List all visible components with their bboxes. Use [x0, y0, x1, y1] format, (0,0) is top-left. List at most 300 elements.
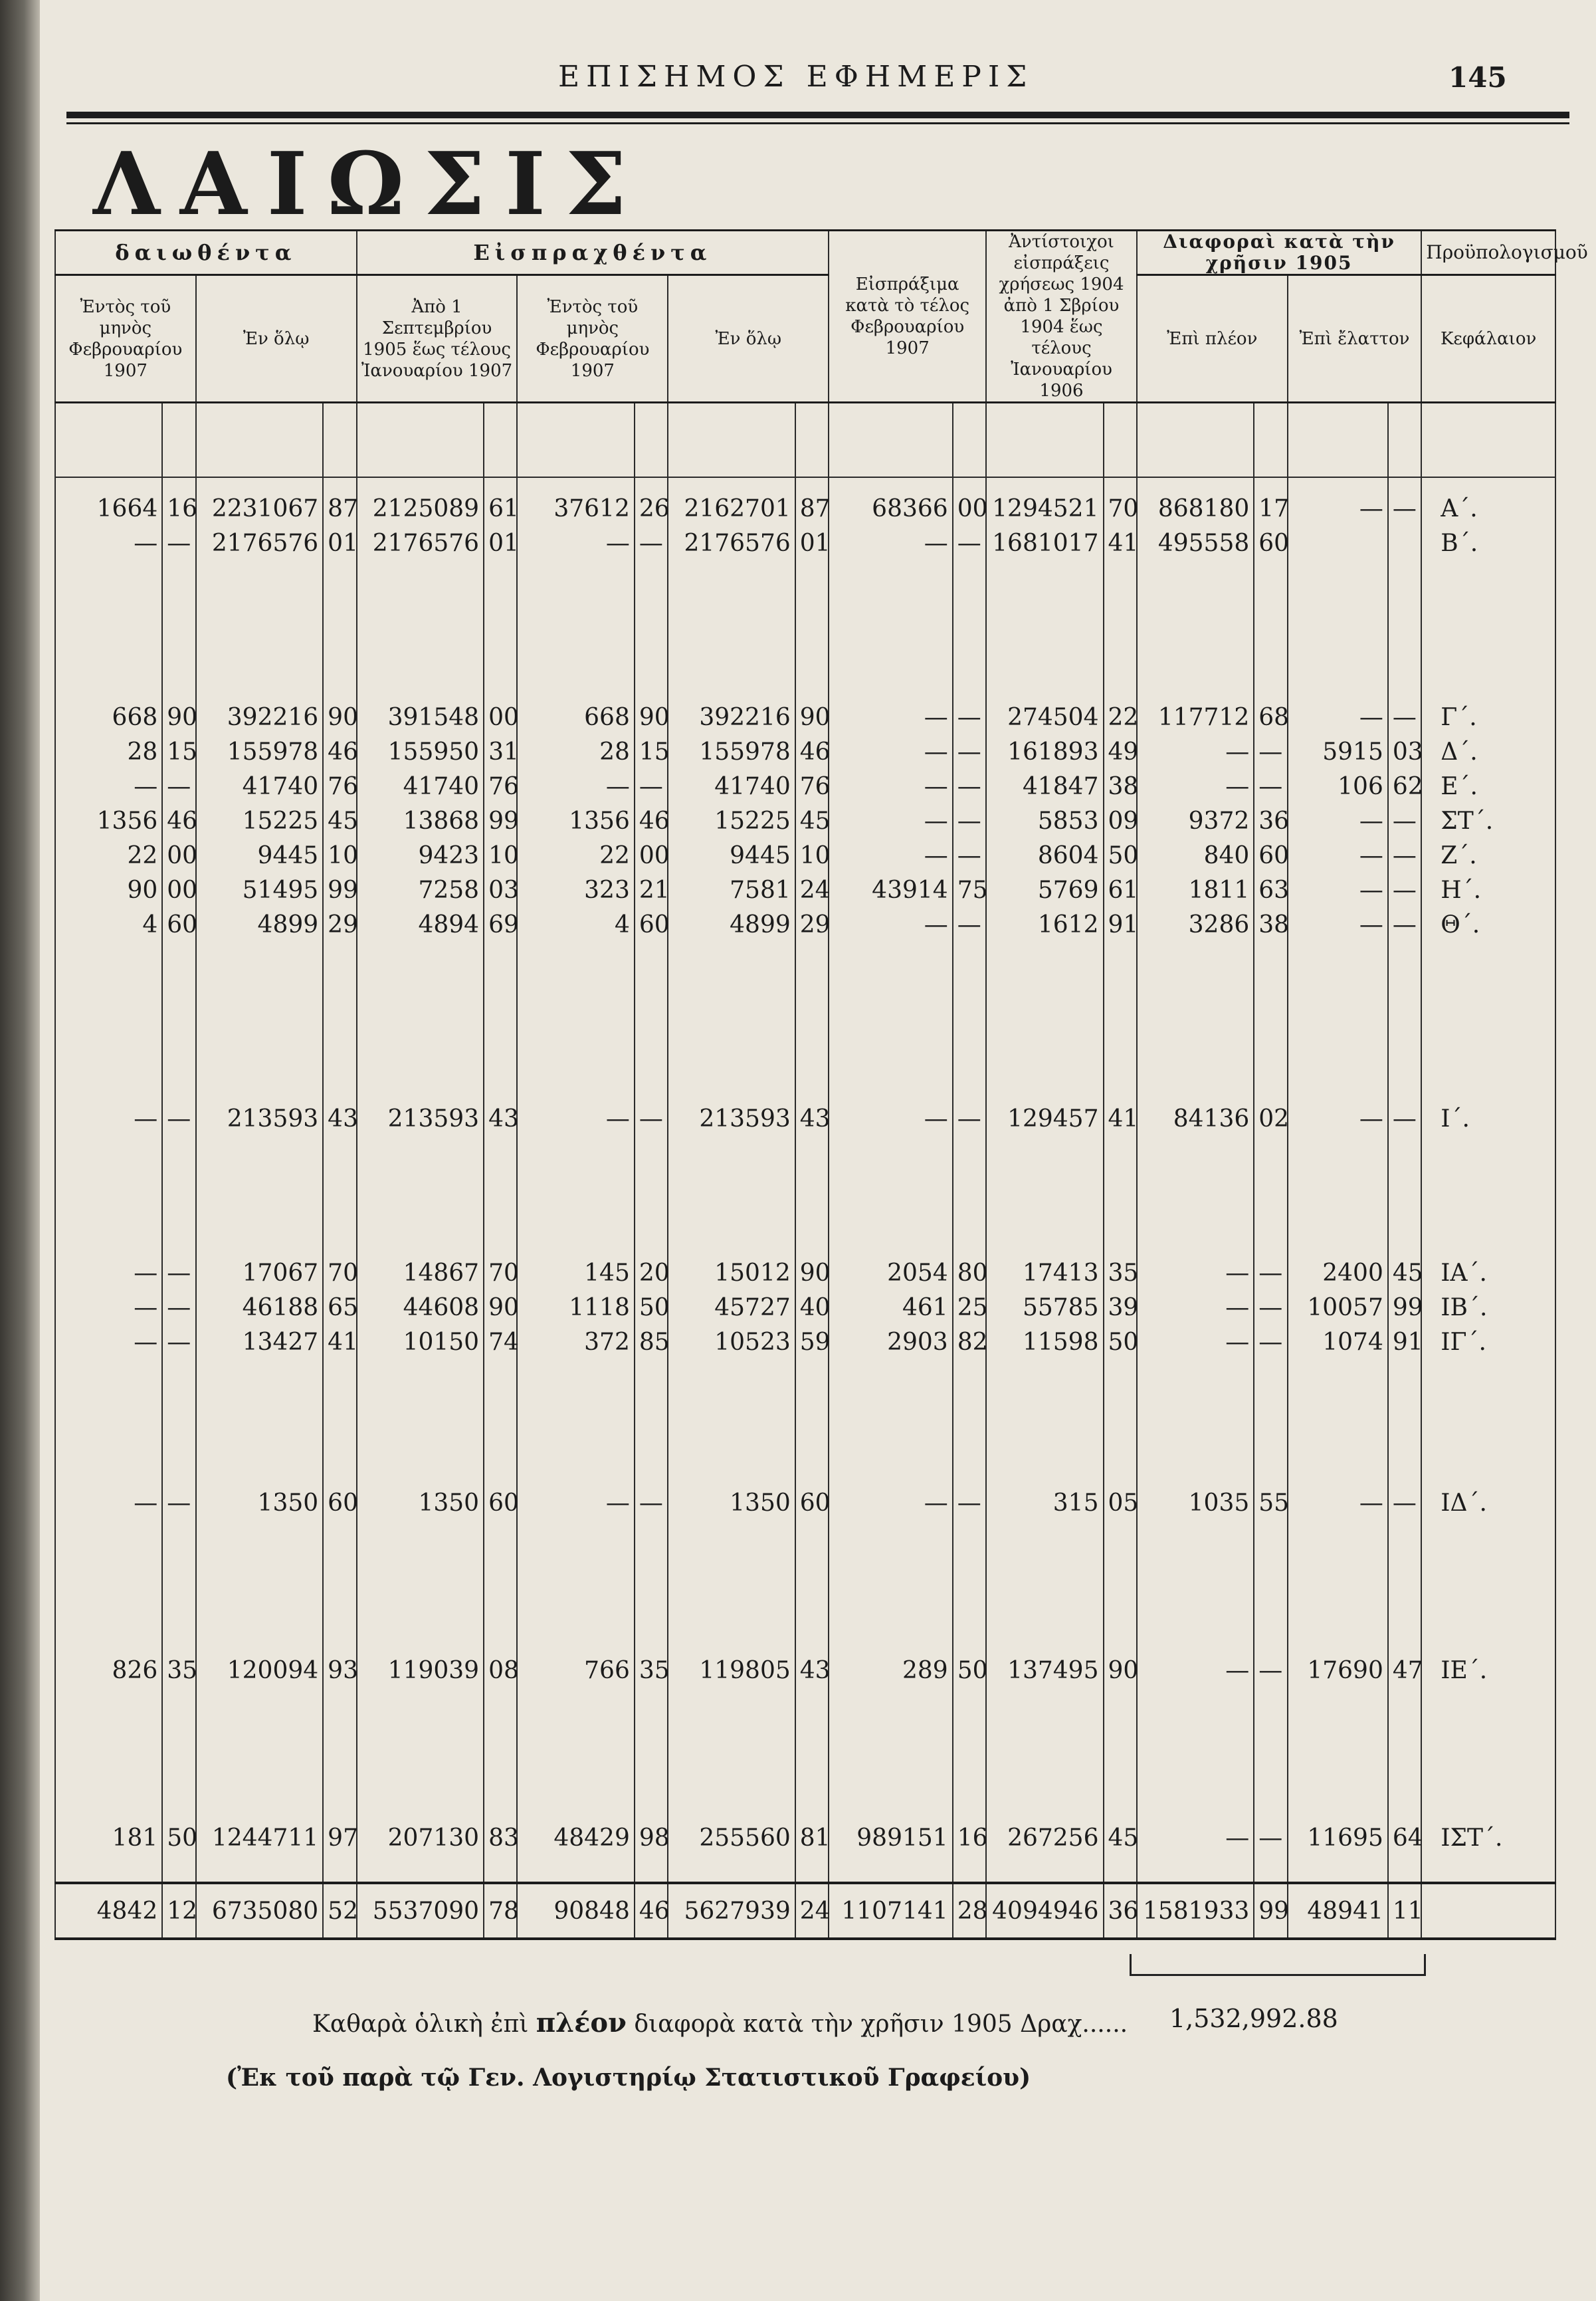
table-row — [55, 491, 1555, 526]
cell-amount: 213593 — [196, 1101, 324, 1136]
cell-decimal: — — [635, 1485, 668, 1520]
cell-decimal: 31 — [484, 734, 517, 769]
cell-decimal: 45 — [1104, 1820, 1137, 1855]
cell-decimal: — — [162, 1485, 195, 1520]
cell-amount: 15225 — [196, 804, 324, 838]
cell-decimal: — — [953, 734, 986, 769]
cell-amount: 10150 — [357, 1325, 484, 1359]
total-amount: 4094946 — [986, 1883, 1103, 1939]
cell-decimal: 80 — [953, 1256, 986, 1290]
cell-decimal: — — [1388, 804, 1421, 838]
cell-amount: 1664 — [55, 491, 162, 526]
cell-decimal: — — [635, 1101, 668, 1136]
cell-decimal: 38 — [1104, 769, 1137, 804]
cell-decimal: 90 — [635, 700, 668, 734]
cell-chapter: Γ΄. — [1421, 700, 1555, 734]
cell-amount: 1074 — [1288, 1325, 1388, 1359]
cell-amount: 28 — [55, 734, 162, 769]
cell-amount: — — [1288, 804, 1388, 838]
cell-amount: 13427 — [196, 1325, 324, 1359]
cell-decimal: — — [953, 1485, 986, 1520]
cell-decimal: 03 — [484, 873, 517, 907]
row-spacer — [55, 560, 1555, 700]
cell-decimal: 00 — [635, 838, 668, 873]
table-row — [55, 1325, 1555, 1359]
total-amount: 6735080 — [196, 1883, 324, 1939]
total-decimal: 24 — [795, 1883, 829, 1939]
row-spacer — [55, 942, 1555, 1101]
cell-amount: — — [829, 838, 952, 873]
cell-decimal: 87 — [323, 491, 356, 526]
cell-amount: 4 — [517, 907, 634, 942]
cell-amount: 840 — [1137, 838, 1254, 873]
cell-decimal: — — [1388, 1101, 1421, 1136]
cell-amount: 2162701 — [668, 491, 795, 526]
cell-decimal: 90 — [795, 700, 829, 734]
total-amount: 5537090 — [357, 1883, 484, 1939]
cell-amount: 41740 — [668, 769, 795, 804]
cell-decimal: 60 — [1254, 838, 1287, 873]
cell-amount: 1356 — [517, 804, 634, 838]
cell-chapter: Ε΄. — [1421, 769, 1555, 804]
table-body — [55, 477, 1555, 1939]
cell-amount: 90 — [55, 873, 162, 907]
cell-decimal: 20 — [635, 1256, 668, 1290]
cell-amount: 41740 — [357, 769, 484, 804]
cell-decimal: 60 — [323, 1485, 356, 1520]
cell-amount — [1288, 526, 1388, 560]
cell-amount: — — [1288, 1485, 1388, 1520]
table-row — [55, 804, 1555, 838]
cell-amount: 155978 — [196, 734, 324, 769]
cell-decimal: 99 — [323, 873, 356, 907]
cell-chapter: Δ΄. — [1421, 734, 1555, 769]
cell-decimal: 43 — [484, 1101, 517, 1136]
cell-amount: 10057 — [1288, 1290, 1388, 1325]
table-row — [55, 734, 1555, 769]
cell-decimal: 60 — [1254, 526, 1287, 560]
cell-decimal: 01 — [323, 526, 356, 560]
cell-decimal: 46 — [635, 804, 668, 838]
header-diff-more: Ἐπὶ πλέον — [1137, 275, 1288, 403]
cell-amount: 1350 — [196, 1485, 324, 1520]
cell-amount: 2400 — [1288, 1256, 1388, 1290]
cell-amount: 17690 — [1288, 1653, 1388, 1688]
totals-row — [55, 1883, 1555, 1939]
cell-amount: — — [1288, 700, 1388, 734]
total-decimal: 36 — [1104, 1883, 1137, 1939]
cell-amount: — — [1137, 734, 1254, 769]
cell-amount: 41847 — [986, 769, 1103, 804]
cell-chapter: Ι΄. — [1421, 1101, 1555, 1136]
cell-amount: 2903 — [829, 1325, 952, 1359]
cell-chapter: Α΄. — [1421, 491, 1555, 526]
cell-decimal: — — [1254, 1820, 1287, 1855]
table-row — [55, 526, 1555, 560]
cell-amount: 392216 — [668, 700, 795, 734]
cell-amount: 9445 — [196, 838, 324, 873]
cell-amount: 15225 — [668, 804, 795, 838]
cell-decimal: 05 — [1104, 1485, 1137, 1520]
cell-amount: 9423 — [357, 838, 484, 873]
cell-decimal: — — [162, 1256, 195, 1290]
cell-decimal: 46 — [795, 734, 829, 769]
book-binding-edge — [0, 0, 40, 2301]
cell-amount: 45727 — [668, 1290, 795, 1325]
cell-chapter: Η΄. — [1421, 873, 1555, 907]
cell-decimal: 38 — [1254, 907, 1287, 942]
cell-amount: 17067 — [196, 1256, 324, 1290]
cell-amount: 868180 — [1137, 491, 1254, 526]
cell-amount: 4899 — [668, 907, 795, 942]
total-amount: 1581933 — [1137, 1883, 1254, 1939]
cell-amount: 5915 — [1288, 734, 1388, 769]
cell-amount: — — [1137, 1325, 1254, 1359]
cell-amount: 161893 — [986, 734, 1103, 769]
cell-amount: 289 — [829, 1653, 952, 1688]
cell-decimal: 50 — [162, 1820, 195, 1855]
cell-decimal: 83 — [484, 1820, 517, 1855]
cell-decimal: 41 — [323, 1325, 356, 1359]
cell-amount: 5853 — [986, 804, 1103, 838]
cell-amount: — — [829, 734, 952, 769]
cell-decimal: — — [953, 838, 986, 873]
cell-amount: 4894 — [357, 907, 484, 942]
cell-decimal: 45 — [795, 804, 829, 838]
cell-decimal: — — [162, 1290, 195, 1325]
cell-amount: — — [829, 907, 952, 942]
page-number: 145 — [1448, 61, 1507, 94]
cell-amount: 17413 — [986, 1256, 1103, 1290]
cell-decimal: 35 — [635, 1653, 668, 1688]
cell-amount: — — [55, 1256, 162, 1290]
cell-amount: 119805 — [668, 1653, 795, 1688]
cell-amount: 22 — [55, 838, 162, 873]
cell-amount: — — [55, 1325, 162, 1359]
cell-decimal: 43 — [795, 1101, 829, 1136]
cell-amount: 2231067 — [196, 491, 324, 526]
cell-decimal: 00 — [484, 700, 517, 734]
cell-amount: 495558 — [1137, 526, 1254, 560]
cell-decimal: — — [162, 1325, 195, 1359]
cell-decimal: 16 — [953, 1820, 986, 1855]
cell-decimal: 63 — [1254, 873, 1287, 907]
cell-decimal: 24 — [795, 873, 829, 907]
cell-amount: 48429 — [517, 1820, 634, 1855]
total-decimal: 78 — [484, 1883, 517, 1939]
cell-amount: 315 — [986, 1485, 1103, 1520]
table-row — [55, 907, 1555, 942]
cell-amount: 1356 — [55, 804, 162, 838]
cell-decimal: 22 — [1104, 700, 1137, 734]
cell-decimal: 45 — [1388, 1256, 1421, 1290]
cell-decimal: — — [162, 769, 195, 804]
cell-decimal: — — [1254, 769, 1287, 804]
cell-amount: — — [1288, 1101, 1388, 1136]
cell-amount: — — [829, 769, 952, 804]
cell-decimal: 76 — [795, 769, 829, 804]
cell-decimal: — — [1254, 1256, 1287, 1290]
cell-decimal: 55 — [1254, 1485, 1287, 1520]
cell-decimal: 70 — [484, 1256, 517, 1290]
row-spacer — [55, 1136, 1555, 1256]
cell-amount: 120094 — [196, 1653, 324, 1688]
header-rule — [66, 112, 1569, 118]
header-diff-less: Ἐπὶ ἔλαττον — [1288, 275, 1422, 403]
header-collected-period: Ἀπὸ 1 Σεπτεμβρίου 1905 ἕως τέλους Ἰανουαρίου 1907 — [357, 275, 518, 403]
cell-amount: — — [1137, 1290, 1254, 1325]
cell-decimal: — — [1254, 1653, 1287, 1688]
cell-amount: 11695 — [1288, 1820, 1388, 1855]
cell-decimal: 90 — [484, 1290, 517, 1325]
cell-decimal: 25 — [953, 1290, 986, 1325]
table-row — [55, 1256, 1555, 1290]
row-spacer — [55, 1520, 1555, 1653]
cell-decimal: 60 — [484, 1485, 517, 1520]
cell-decimal: 99 — [484, 804, 517, 838]
cell-amount: 1294521 — [986, 491, 1103, 526]
table-row — [55, 769, 1555, 804]
cell-amount: 117712 — [1137, 700, 1254, 734]
cell-amount: 41740 — [196, 769, 324, 804]
cell-amount: 28 — [517, 734, 634, 769]
cell-amount: 51495 — [196, 873, 324, 907]
cell-amount: — — [55, 1101, 162, 1136]
cell-decimal: 61 — [1104, 873, 1137, 907]
cell-decimal — [1388, 526, 1421, 560]
cell-amount: 668 — [517, 700, 634, 734]
cell-decimal: — — [635, 526, 668, 560]
cell-amount: — — [829, 1101, 952, 1136]
header-rule-thin — [66, 122, 1569, 124]
cell-amount: 372 — [517, 1325, 634, 1359]
cell-chapter: ΙΑ΄. — [1421, 1256, 1555, 1290]
cell-amount: 391548 — [357, 700, 484, 734]
cell-decimal: 70 — [1104, 491, 1137, 526]
cell-decimal: — — [953, 769, 986, 804]
cell-decimal: 26 — [635, 491, 668, 526]
cell-amount: 274504 — [986, 700, 1103, 734]
cell-amount: — — [55, 1290, 162, 1325]
cell-amount: 1118 — [517, 1290, 634, 1325]
cell-amount: 7581 — [668, 873, 795, 907]
cell-decimal: — — [953, 804, 986, 838]
differences-brace — [1130, 1954, 1426, 1976]
cell-decimal: — — [635, 769, 668, 804]
cell-amount: — — [1137, 1256, 1254, 1290]
cell-amount: — — [1288, 907, 1388, 942]
cell-chapter: ΙΣΤ΄. — [1421, 1820, 1555, 1855]
cell-amount: 7258 — [357, 873, 484, 907]
cell-amount: — — [55, 1485, 162, 1520]
cell-decimal: 45 — [323, 804, 356, 838]
cell-chapter: Β΄. — [1421, 526, 1555, 560]
cell-decimal: — — [1388, 907, 1421, 942]
cell-decimal: 64 — [1388, 1820, 1421, 1855]
cell-amount: 37612 — [517, 491, 634, 526]
cell-amount: — — [55, 526, 162, 560]
cell-decimal: 90 — [1104, 1653, 1137, 1688]
cell-decimal: — — [1388, 700, 1421, 734]
row-spacer — [55, 1359, 1555, 1485]
group-header-budget: Προϋπολογισμοῦ — [1421, 231, 1555, 275]
cell-amount: 22 — [517, 838, 634, 873]
table-row — [55, 1290, 1555, 1325]
cell-decimal: 00 — [162, 838, 195, 873]
cell-decimal: 98 — [635, 1820, 668, 1855]
cell-amount: — — [55, 769, 162, 804]
cell-amount: 1681017 — [986, 526, 1103, 560]
cell-decimal: — — [1388, 1485, 1421, 1520]
cell-decimal: — — [953, 907, 986, 942]
cell-amount: 461 — [829, 1290, 952, 1325]
cell-decimal: 49 — [1104, 734, 1137, 769]
cell-decimal: 50 — [635, 1290, 668, 1325]
cell-decimal: 99 — [1388, 1290, 1421, 1325]
total-decimal: 52 — [323, 1883, 356, 1939]
cell-decimal: — — [1254, 1325, 1287, 1359]
cell-amount: 155950 — [357, 734, 484, 769]
cell-decimal: 91 — [1388, 1325, 1421, 1359]
cell-chapter: ΣΤ΄. — [1421, 804, 1555, 838]
total-amount: 48941 — [1288, 1883, 1388, 1939]
header-chapter: Κεφάλαιον — [1421, 275, 1555, 403]
cell-amount: 1244711 — [196, 1820, 324, 1855]
cell-decimal: 74 — [484, 1325, 517, 1359]
cell-decimal: 50 — [1104, 838, 1137, 873]
section-title: ΛΑΙΩΣΙΣ — [93, 133, 647, 235]
cell-decimal: 35 — [162, 1653, 195, 1688]
cell-decimal: — — [1254, 1290, 1287, 1325]
group-header-collected: Εἰσπραχθέντα — [357, 231, 829, 275]
header-collected-month: Ἐντὸς τοῦ μηνὸς Φεβρουαρίου 1907 — [517, 275, 668, 403]
cell-amount: 213593 — [668, 1101, 795, 1136]
cell-decimal: 85 — [635, 1325, 668, 1359]
cell-decimal: 90 — [323, 700, 356, 734]
cell-decimal: 59 — [795, 1325, 829, 1359]
cell-amount: 2176576 — [357, 526, 484, 560]
cell-amount: 668 — [55, 700, 162, 734]
cell-decimal: 60 — [795, 1485, 829, 1520]
cell-chapter: Ζ΄. — [1421, 838, 1555, 873]
cell-decimal: 16 — [162, 491, 195, 526]
cell-decimal: 41 — [1104, 1101, 1137, 1136]
cell-amount: 1612 — [986, 907, 1103, 942]
total-decimal: 11 — [1388, 1883, 1421, 1939]
cell-decimal: 08 — [484, 1653, 517, 1688]
cell-decimal: 91 — [1104, 907, 1137, 942]
row-spacer — [55, 1855, 1555, 1883]
cell-amount: 9445 — [668, 838, 795, 873]
cell-amount: — — [1137, 1820, 1254, 1855]
total-decimal: 12 — [162, 1883, 195, 1939]
header-collected-total: Ἐν ὅλῳ — [668, 275, 829, 403]
table-row — [55, 1485, 1555, 1520]
cell-amount: — — [517, 769, 634, 804]
cell-amount: 392216 — [196, 700, 324, 734]
cell-decimal: 21 — [635, 873, 668, 907]
cell-decimal: — — [1388, 873, 1421, 907]
cell-decimal: 29 — [795, 907, 829, 942]
cell-decimal: 03 — [1388, 734, 1421, 769]
total-decimal: 28 — [953, 1883, 986, 1939]
cell-amount: — — [829, 804, 952, 838]
table-row — [55, 873, 1555, 907]
cell-amount: 145 — [517, 1256, 634, 1290]
net-label-bold: πλέον — [536, 2007, 627, 2038]
cell-amount: 119039 — [357, 1653, 484, 1688]
cell-decimal: — — [1388, 838, 1421, 873]
cell-amount: 10523 — [668, 1325, 795, 1359]
cell-decimal: 10 — [795, 838, 829, 873]
cell-amount: 1035 — [1137, 1485, 1254, 1520]
cell-amount: — — [517, 1485, 634, 1520]
cell-decimal: 10 — [484, 838, 517, 873]
cell-decimal: — — [1254, 734, 1287, 769]
cell-amount: 181 — [55, 1820, 162, 1855]
total-amount: 90848 — [517, 1883, 634, 1939]
cell-amount: 1350 — [357, 1485, 484, 1520]
cell-amount: — — [1288, 873, 1388, 907]
cell-decimal: 17 — [1254, 491, 1287, 526]
cell-amount: 46188 — [196, 1290, 324, 1325]
cell-decimal: 10 — [323, 838, 356, 873]
cell-amount: 207130 — [357, 1820, 484, 1855]
cell-amount: 267256 — [986, 1820, 1103, 1855]
net-label-post: διαφορὰ κατὰ τὴν χρῆσιν 1905 Δραχ...... — [634, 2011, 1128, 2038]
cell-decimal: — — [162, 526, 195, 560]
cell-decimal: 61 — [484, 491, 517, 526]
cell-chapter: Θ΄. — [1421, 907, 1555, 942]
cell-decimal: 50 — [1104, 1325, 1137, 1359]
cell-amount: 213593 — [357, 1101, 484, 1136]
cell-amount: 13868 — [357, 804, 484, 838]
revenue-table-wrapper — [54, 229, 1588, 1940]
cell-amount: 1811 — [1137, 873, 1254, 907]
cell-amount: 2176576 — [196, 526, 324, 560]
gazette-page — [40, 0, 1596, 2301]
cell-decimal: 01 — [484, 526, 517, 560]
cell-decimal: — — [953, 700, 986, 734]
cell-decimal: 39 — [1104, 1290, 1137, 1325]
table-row — [55, 1820, 1555, 1855]
cell-decimal: 47 — [1388, 1653, 1421, 1688]
cell-decimal: 93 — [323, 1653, 356, 1688]
cell-decimal: 97 — [323, 1820, 356, 1855]
cell-amount: 5769 — [986, 873, 1103, 907]
cell-decimal: 81 — [795, 1820, 829, 1855]
total-amount: 1107141 — [829, 1883, 952, 1939]
revenue-table — [54, 229, 1588, 1940]
cell-decimal: 35 — [1104, 1256, 1137, 1290]
cell-decimal: 09 — [1104, 804, 1137, 838]
net-difference-label — [312, 2007, 1128, 2038]
cell-amount: 3286 — [1137, 907, 1254, 942]
group-header-assessed: δαιωθέντα — [55, 231, 357, 275]
cell-amount: — — [1137, 769, 1254, 804]
cell-amount: 44608 — [357, 1290, 484, 1325]
running-title: ΕΠΙΣΗΜΟΣ ΕΦΗΜΕΡΙΣ — [558, 60, 1034, 94]
cell-decimal: 60 — [162, 907, 195, 942]
cell-decimal: 29 — [323, 907, 356, 942]
table-row — [55, 838, 1555, 873]
cell-chapter: ΙΔ΄. — [1421, 1485, 1555, 1520]
cell-decimal: 90 — [795, 1256, 829, 1290]
table-row — [55, 1101, 1555, 1136]
cell-amount: 129457 — [986, 1101, 1103, 1136]
cell-decimal: 46 — [162, 804, 195, 838]
cell-decimal: 43 — [323, 1101, 356, 1136]
